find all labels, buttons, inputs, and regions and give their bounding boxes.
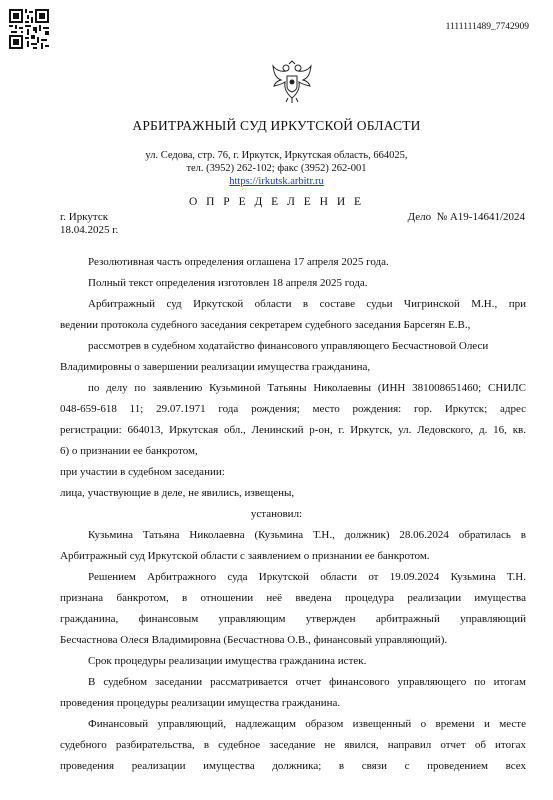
coat-of-arms-icon xyxy=(270,60,314,104)
body-line: Арбитражный суд Иркутской области в составе судьи Чигринской М.Н., при xyxy=(88,298,526,310)
document-title: О П Р Е Д Е Л Е Н И Е xyxy=(188,196,365,208)
announcement-line: Резолютивная часть определения оглашена 17 апреля 2025 года. xyxy=(88,256,389,268)
body-line: гражданина, финансовым управляющим утвержден арбитражный управляющий xyxy=(60,613,526,625)
qr-code xyxy=(9,9,49,49)
body-line: лица, участвующие в деле, не явились, извещены, xyxy=(60,487,295,499)
body-line: по делу по заявлению Кузьминой Татьяны Николаевны (ИНН 381008651460; СНИЛС xyxy=(88,382,526,394)
court-website-link[interactable]: https://irkutsk.arbitr.ru xyxy=(229,176,324,187)
body-line: регистрации: 664013, Иркутская обл., Ленинский р-он, г. Иркутск, ул. Ледовского, д. 16, кв. xyxy=(60,424,526,436)
body-line: Финансовый управляющий, надлежащим образом извещенный о времени и месте xyxy=(88,718,526,730)
body-line: рассмотрев в судебном ходатайство финансового управляющего Бесчастновой Олеси xyxy=(88,340,489,352)
case-number: Дело № А19-14641/2024 xyxy=(407,211,525,223)
body-line: Арбитражный суд Иркутской области с заявлением о признании ее банкротом. xyxy=(60,550,430,562)
body-line: 6) о признании ее банкротом, xyxy=(60,445,198,457)
body-line: 048-659-618 11; 29.07.1971 года рождения; место рождения: гор. Иркутск; адрес xyxy=(60,403,526,415)
body-line: В судебном заседании рассматривается отчет финансового управляющего по итогам xyxy=(88,676,526,688)
document-id: 1111111489_7742909 xyxy=(445,22,529,32)
body-line: Бесчастнова Олеся Владимировна (Бесчастнова О.В., финансовый управляющий). xyxy=(60,634,448,646)
body-line: Кузьмина Татьяна Николаевна (Кузьмина Т.Н., должник) 28.06.2024 обратилась в xyxy=(88,529,526,541)
body-line: при участии в судебном заседании: xyxy=(60,466,225,478)
court-address: ул. Седова, стр. 76, г. Иркутск, Иркутская область, 664025, xyxy=(145,150,408,161)
body-line: Срок процедуры реализации имущества гражданина истек. xyxy=(88,655,367,667)
body-line: Владимировны о завершении реализации имущества гражданина, xyxy=(60,361,371,373)
document-date: 18.04.2025 г. xyxy=(60,224,119,236)
document-city: г. Иркутск xyxy=(60,211,109,223)
body-line: проведения реализации имущества должника; в связи с проведением всех xyxy=(60,760,526,772)
body-line: ведении протокола судебного заседания секретарем судебного заседания Барсегян Е.В., xyxy=(60,319,471,331)
established-heading: установил: xyxy=(250,508,303,520)
court-name: АРБИТРАЖНЫЙ СУД ИРКУТСКОЙ ОБЛАСТИ xyxy=(132,118,421,133)
court-phone: тел. (3952) 262-102; факс (3952) 262-001 xyxy=(186,163,367,174)
body-line: признана банкротом, в отношении неё введена процедура реализации имущества xyxy=(60,592,526,604)
body-line: проведения процедуры реализации имущества гражданина. xyxy=(60,697,341,709)
full-text-line: Полный текст определения изготовлен 18 апреля 2025 года. xyxy=(88,277,368,289)
body-line: Решением Арбитражного суда Иркутской области от 19.09.2024 Кузьмина Т.Н. xyxy=(88,571,526,583)
body-line: судебного разбирательства, в судебное заседание не явился, направил отчет об итогах xyxy=(60,739,526,751)
